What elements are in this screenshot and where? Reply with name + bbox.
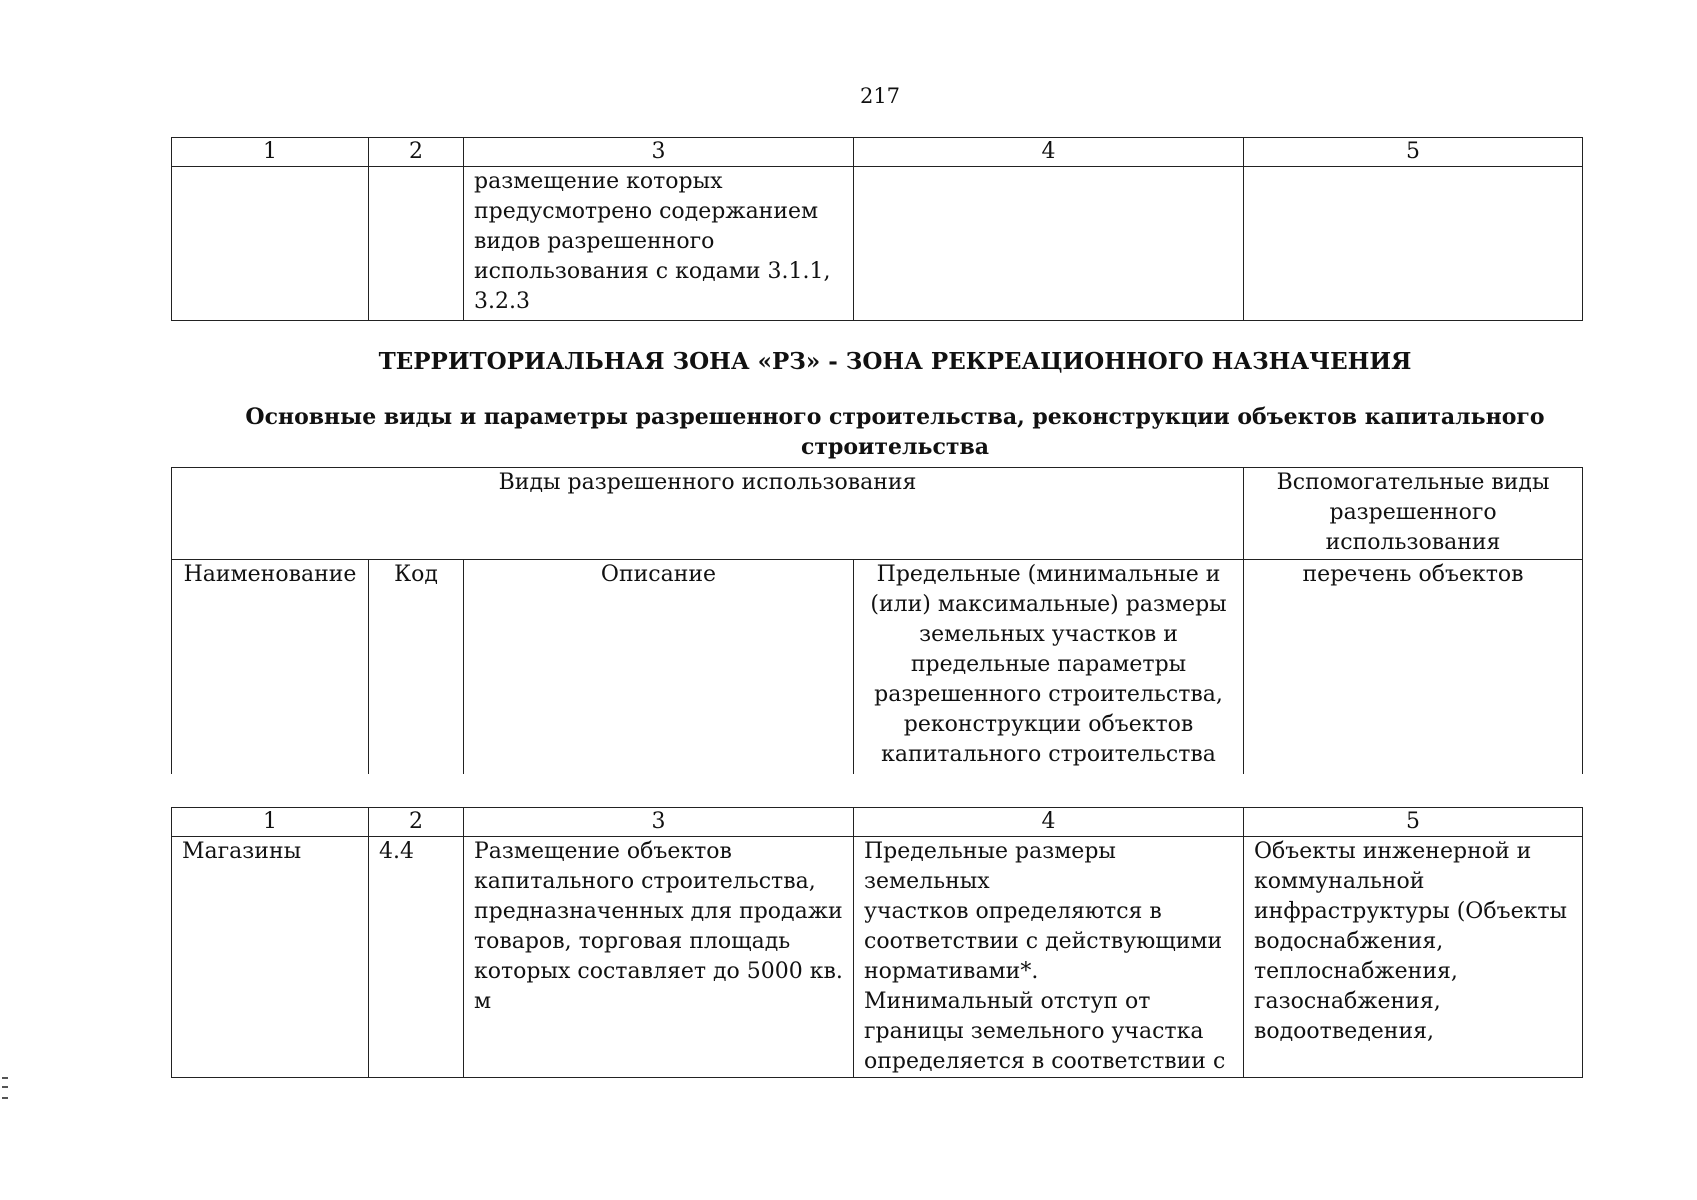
group-main-header: Виды разрешенного использования [172, 468, 1244, 560]
cell-limits: Предельные размеры земельных участков определяются в соответствии с действующими нормативами*. Минимальный отступ от границы земельного участка определяется в соответствии с [854, 837, 1244, 1078]
header-name: Наименование [172, 560, 369, 774]
cell-description: размещение которых предусмотрено содержанием видов разрешенного использования с кодами 3.1.1, 3.2.3 [464, 167, 854, 321]
table-header-row [172, 808, 1583, 837]
scan-edge-mark [2, 1077, 8, 1099]
header-cell: 1 [172, 138, 369, 167]
header-cell: 5 [1244, 138, 1583, 167]
cell-description: Размещение объектов капитального строительства, предназначенных для продажи товаров, торговая площадь которых составляет до 5000 кв. м [464, 837, 854, 1078]
header-limits: Предельные (минимальные и (или) максимальные) размеры земельных участков и предельные параметры разрешенного строительства, реконструкции объектов капитального строительства [854, 560, 1244, 774]
cell-code: 4.4 [369, 837, 464, 1078]
header-cell: 4 [854, 808, 1244, 837]
header-cell: 1 [172, 808, 369, 837]
cell-name: Магазины [172, 837, 369, 1078]
table-header-row [172, 138, 1583, 167]
page-number: 217 [859, 84, 901, 108]
header-cell: 3 [464, 808, 854, 837]
cell-code [369, 167, 464, 321]
group-aux-header: Вспомогательные виды разрешенного использования [1244, 468, 1583, 560]
cell-aux: Объекты инженерной и коммунальной инфраструктуры (Объекты водоснабжения, теплоснабжения, газоснабжения, водоотведения, [1244, 837, 1583, 1078]
header-cell: 3 [464, 138, 854, 167]
data-table [171, 807, 1583, 1078]
table-row [172, 167, 1583, 321]
header-code: Код [369, 560, 464, 774]
zone-title: ТЕРРИТОРИАЛЬНАЯ ЗОНА «РЗ» - ЗОНА РЕКРЕАЦИОННОГО НАЗНАЧЕНИЯ [378, 348, 1412, 375]
header-description: Описание [464, 560, 854, 774]
header-cell: 5 [1244, 808, 1583, 837]
header-cell: 2 [369, 138, 464, 167]
header-cell: 4 [854, 138, 1244, 167]
cell-aux [1244, 167, 1583, 321]
header-aux-list: перечень объектов [1244, 560, 1583, 774]
section-title: Основные виды и параметры разрешенного строительства, реконструкции объектов капитального строительства [245, 404, 1545, 460]
table-row [172, 837, 1583, 1078]
header-cell: 2 [369, 808, 464, 837]
continuation-table [171, 137, 1583, 321]
column-header-row [172, 560, 1583, 774]
cell-limits [854, 167, 1244, 321]
column-header-table [171, 467, 1583, 774]
cell-name [172, 167, 369, 321]
group-header-row [172, 468, 1583, 560]
